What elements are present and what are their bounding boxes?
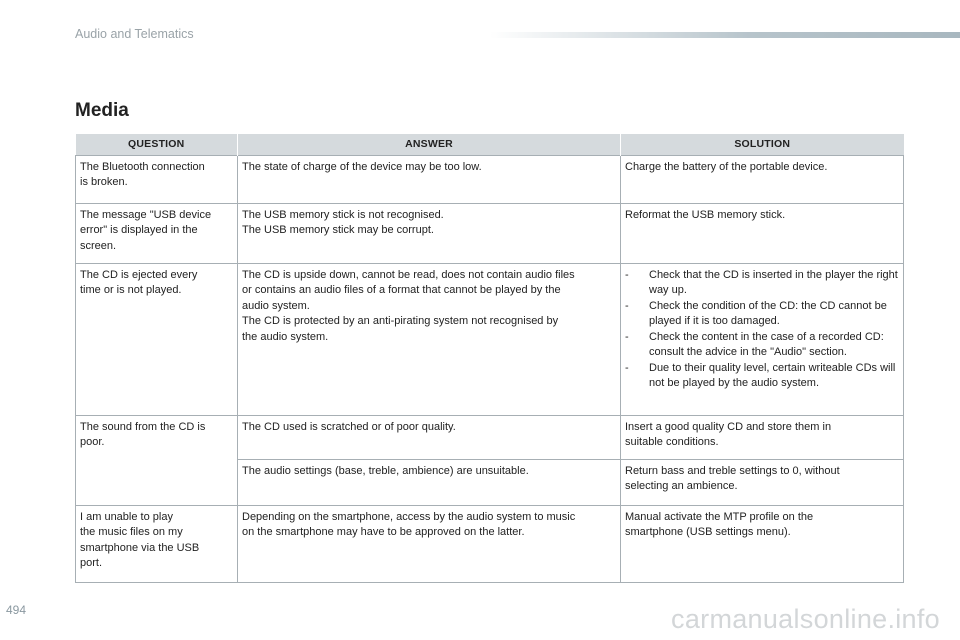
section-title: Media xyxy=(75,100,129,121)
solution-cell: Insert a good quality CD and store them in suitable conditions. xyxy=(621,415,904,459)
question-cell: The Bluetooth connection is broken. xyxy=(76,155,238,203)
header-section-title: Audio and Telematics xyxy=(75,27,194,41)
column-header-answer: ANSWER xyxy=(238,134,621,155)
table-row xyxy=(76,203,904,263)
faq-table xyxy=(75,134,904,583)
question-cell: I am unable to play the music files on my smartphone via the USB port. xyxy=(76,505,238,582)
answer-cell: Depending on the smartphone, access by the audio system to music on the smartphone may have to be approved on the latter. xyxy=(238,505,621,582)
table-row xyxy=(76,505,904,582)
solution-cell: Manual activate the MTP profile on the smartphone (USB settings menu). xyxy=(621,505,904,582)
question-cell: The message "USB device error" is displayed in the screen. xyxy=(76,203,238,263)
table-row xyxy=(76,415,904,459)
solution-list-item: - Due to their quality level, certain writeable CDs will not be played by the audio system. xyxy=(625,361,896,389)
question-cell: The CD is ejected every time or is not played. xyxy=(76,263,238,415)
page-number: 494 xyxy=(6,603,27,617)
answer-cell: The CD used is scratched or of poor quality. xyxy=(238,415,621,459)
solution-cell: Charge the battery of the portable device. xyxy=(621,155,904,203)
answer-cell: The USB memory stick is not recognised. The USB memory stick may be corrupt. xyxy=(238,203,621,263)
table-header-row xyxy=(76,134,904,155)
solution-list-item: - Check the condition of the CD: the CD cannot be played if it is too damaged. xyxy=(625,299,887,327)
watermark-text: carmanualsonline.info xyxy=(671,604,940,634)
question-cell: The sound from the CD is poor. xyxy=(76,415,238,505)
answer-cell: The state of charge of the device may be too low. xyxy=(238,155,621,203)
solution-list-item: - Check the content in the case of a recorded CD: consult the advice in the "Audio" section. xyxy=(625,330,884,358)
solution-cell: Return bass and treble settings to 0, without selecting an ambience. xyxy=(621,459,904,505)
answer-cell: The CD is upside down, cannot be read, does not contain audio files or contains an audio files of a format that cannot be played by the audio system. The CD is protected by an anti-pirating system not recognised by the audio system. xyxy=(238,263,621,415)
solution-cell: Reformat the USB memory stick. xyxy=(621,203,904,263)
header-rule xyxy=(490,32,960,38)
solution-list xyxy=(625,268,899,392)
column-header-question: QUESTION xyxy=(76,134,238,155)
table-row xyxy=(76,155,904,203)
solution-cell xyxy=(621,263,904,415)
solution-list-item: - Check that the CD is inserted in the player the right way up. xyxy=(625,268,898,296)
column-header-solution: SOLUTION xyxy=(621,134,904,155)
answer-cell: The audio settings (base, treble, ambience) are unsuitable. xyxy=(238,459,621,505)
table-row xyxy=(76,263,904,415)
